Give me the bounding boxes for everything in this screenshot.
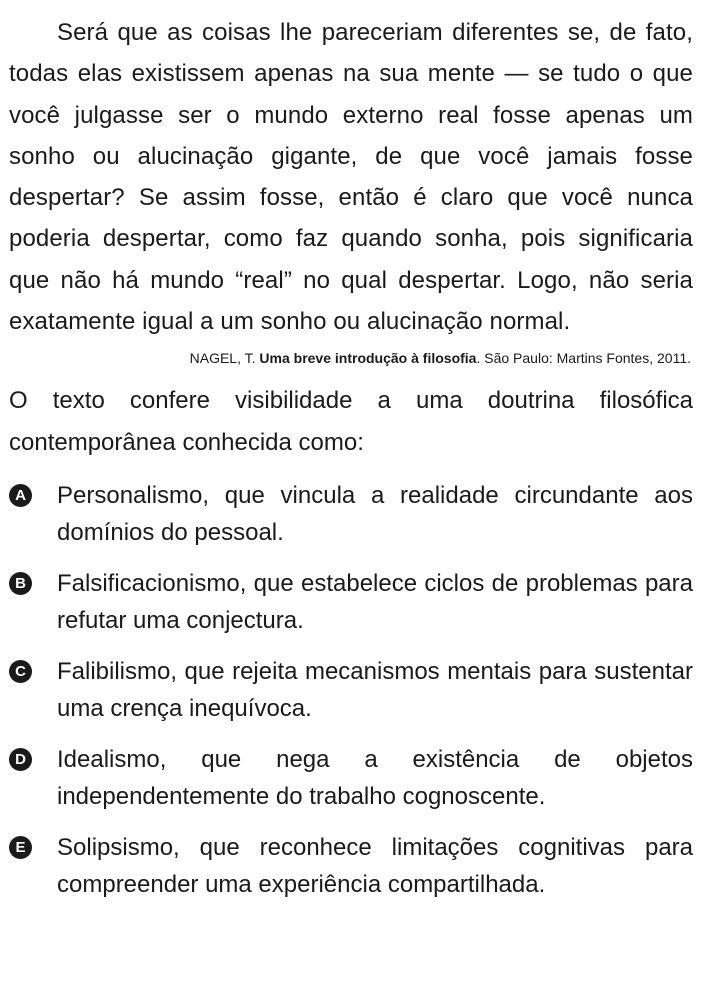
option-a-letter-badge: A: [9, 484, 32, 507]
option-b-letter-badge: B: [9, 572, 32, 595]
citation: [9, 348, 693, 368]
citation-author: NAGEL, T.: [189, 350, 260, 367]
option-a-text: Personalismo, que vincula a realidade circundante aos domínios do pessoal.: [57, 481, 693, 547]
option-d-letter-badge: D: [9, 748, 32, 771]
option-d-text: Idealismo, que nega a existência de objetos independentemente do trabalho cognoscente.: [57, 745, 693, 811]
passage-text: Será que as coisas lhe pareceriam diferentes se, de fato, todas elas existissem apenas na sua mente — se tudo o que você julgasse ser o mundo externo real fosse apenas um sonho ou alucinação gigante, de que você jamais fosse despertar? Se assim fosse, então é claro que você nunca poderia despertar, como faz quando sonha, pois significaria que não há mundo “real” no qual despertar. Logo, não seria exatamente igual a um sonho ou alucinação normal.: [9, 19, 693, 336]
option-c-letter-badge: C: [9, 660, 32, 683]
option-c-text: Falibilismo, que rejeita mecanismos mentais para sustentar uma crença inequívoca.: [57, 657, 693, 723]
answer-options: [9, 477, 693, 904]
option-d[interactable]: [9, 741, 693, 816]
citation-title: Uma breve introdução à filosofia: [259, 350, 477, 367]
option-e[interactable]: [9, 829, 693, 904]
option-e-text: Solipsismo, que reconhece limitações cognitivas para compreender uma experiência compartilhada.: [57, 833, 693, 899]
option-e-letter-badge: E: [9, 836, 32, 859]
citation-publisher: . São Paulo: Martins Fontes, 2011.: [476, 350, 691, 367]
option-b-text: Falsificacionismo, que estabelece ciclos de problemas para refutar uma conjectura.: [57, 569, 693, 635]
question-stem: O texto confere visibilidade a uma doutrina filosófica contemporânea conhecida como:: [9, 387, 693, 456]
option-c[interactable]: [9, 653, 693, 728]
option-b[interactable]: [9, 565, 693, 640]
option-a[interactable]: [9, 477, 693, 552]
